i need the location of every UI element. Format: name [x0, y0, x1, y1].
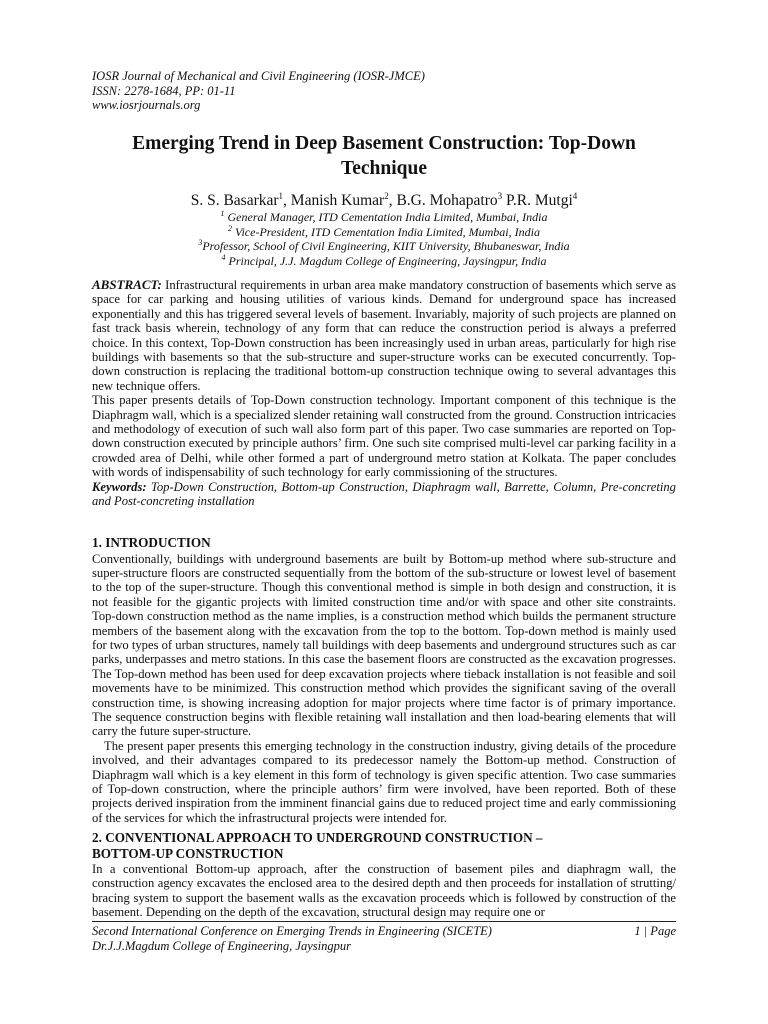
- keywords-label: Keywords:: [92, 479, 147, 494]
- author-list: S. S. Basarkar$^1$, Manish Kumar$^2$, B.G. Mohapatro$^3$ P.R. Mutgi$^4$: [190, 191, 578, 209]
- affiliation-text: Principal, J.J. Magdum College of Engineering, Jaysingpur, India: [228, 253, 547, 268]
- body-paragraph: The present paper presents this emerging technology in the construction industry, giving details of the procedure involved, and their advantages compared to its predecessor namely the Bottom-up method. Construction of Diaphragm wall which is a key element in this form of technology is given specific attention. Two case summaries of Top-down construction, where the principle authors’ firm were involved, have been reported. Both of these projects derived inspiration from the imminent financial gains due to reduced project time and early commissioning of the services for which the infrastructural projects were intended for.: [92, 738, 676, 825]
- journal-name: IOSR Journal of Mechanical and Civil Engineering (IOSR-JMCE): [92, 69, 425, 83]
- affiliation-sup: 3: [198, 238, 203, 247]
- section-conventional-approach: [92, 830, 676, 920]
- author-sup: 4: [572, 191, 578, 201]
- body-paragraph: Conventionally, buildings with underground basements are built by Bottom-up method where sub-structure and super-structure floors are constructed sequentially from the bottom of the sub-structure or lowest level of basement to the top of the super-structure. Though this conventional method is simple in both design and construction, it is not feasible for the gigantic projects with limited construction time and/or with space and other site constraints. Top-down construction method as the name implies, is a construction method which builds the permanent structure members of the basement along with the excavation from the top to the bottom. Top-down method is mainly used for two types of urban structures, namely tall buildings with deep basements and underground structures such as car parks, underpasses and metro stations. In this case the basement floors are constructed as the excavation progresses. The Top-down method has been used for deep excavation projects where tieback installation is not feasible and soil movements have to be minimized. This construction method which provides the significant saving of the overall construction time, is showing increasing adoption for major projects where time factor is of primary importance. The sequence construction begins with flexible retaining wall installation and then load-bearing elements that will carry the future super-structure.: [92, 551, 676, 739]
- section-introduction: [92, 535, 676, 825]
- abstract-paragraph: [92, 278, 676, 393]
- author-name: P.R. Mutgi: [506, 192, 573, 209]
- page-number: 1 | Page: [634, 924, 676, 938]
- section-heading: [92, 830, 676, 861]
- section-heading-line: 2. CONVENTIONAL APPROACH TO UNDERGROUND CONSTRUCTION –: [92, 830, 543, 845]
- affiliation-sup: 4: [221, 252, 226, 262]
- abstract: [92, 278, 676, 509]
- author-name: B.G. Mohapatro: [396, 192, 498, 209]
- author-sup: 3: [497, 191, 503, 201]
- footer-row: [92, 924, 676, 939]
- affiliation-text: Professor, School of Civil Engineering, KIIT University, Bhubaneswar, India: [202, 239, 570, 253]
- keywords: [92, 480, 676, 509]
- page-footer: [92, 924, 676, 954]
- abstract-text: Infrastructural requirements in urban area make mandatory construction of basements which serve as space for car parking and housing utilities of various kinds. Demand for underground space has increased exponentially and this has triggered several levels of basement. Invariably, majority of such projects are planned on fast track basis wherein, technology of any form that can reduce the construction period is always a preferred choice. In this context, Top-Down construction has been increasingly used in urban areas, particularly for high rise buildings with basements so that the sub-structure and super-structure works can be executed concurrently. Top-down construction is replacing the traditional bottom-up construction technique owing to several advantages this new technique offers.: [92, 278, 676, 393]
- journal-url[interactable]: www.iosrjournals.org: [92, 98, 201, 112]
- author-name: Manish Kumar: [290, 192, 385, 209]
- affiliation: [92, 239, 676, 254]
- keywords-text: Top-Down Construction, Bottom-up Construction, Diaphragm wall, Barrette, Column, Pre-concreting and Post-concreting installation: [92, 479, 676, 509]
- affiliation: [92, 210, 676, 225]
- affiliation: [92, 254, 676, 269]
- paper-title: Emerging Trend in Deep Basement Construction: Top-Down Technique: [132, 133, 636, 179]
- footer-college: Dr.J.J.Magdum College of Engineering, Jaysingpur: [92, 939, 351, 953]
- body-paragraph: In a conventional Bottom-up approach, after the construction of basement piles and diaphragm wall, the construction agency excavates the enclosed area to the desired depth and then proceeds for installation of strutting/ bracing system to support the basement walls as the excavation proceeds which is followed by construction of the basement. Depending on the depth of the excavation, structural design may require one or: [92, 862, 676, 920]
- abstract-label: ABSTRACT:: [92, 277, 162, 292]
- abstract-paragraph: This paper presents details of Top-Down construction technology. Important component of this technique is the Diaphragm wall, which is a specialized slender retaining wall constructed from the ground. Construction intricacies and methodology of execution of such wall also form part of this paper. Two case summaries are reported on Top-down construction executed by principle authors’ firm. One such site comprised multi-level car parking facility in a crowded area of Delhi, while other formed a part of underground metro station at Kolkata. The paper concludes with words of indispensability of such technology for early commissioning of the structures.: [92, 393, 676, 480]
- journal-issn: ISSN: 2278-1684, PP: 01-11: [92, 83, 236, 98]
- author-name: S. S. Basarkar: [190, 192, 279, 209]
- section-heading-line: BOTTOM-UP CONSTRUCTION: [92, 845, 284, 861]
- author-sup: 2: [384, 191, 389, 201]
- footer-conference: Second International Conference on Emerging Trends in Engineering (SICETE): [92, 924, 492, 938]
- author-block: [92, 191, 676, 268]
- affiliation-text: Vice-President, ITD Cementation India Limited, Mumbai, India: [235, 224, 540, 239]
- affiliation-text: General Manager, ITD Cementation India Limited, Mumbai, India: [227, 210, 548, 224]
- author-sup: 1: [278, 191, 284, 201]
- section-heading: 1. INTRODUCTION: [92, 535, 211, 550]
- affiliation-sup: 2: [228, 223, 233, 233]
- affiliation: [92, 225, 676, 240]
- journal-header: [92, 69, 676, 113]
- affiliation-sup: 1: [220, 209, 225, 218]
- footer-divider: [92, 921, 676, 922]
